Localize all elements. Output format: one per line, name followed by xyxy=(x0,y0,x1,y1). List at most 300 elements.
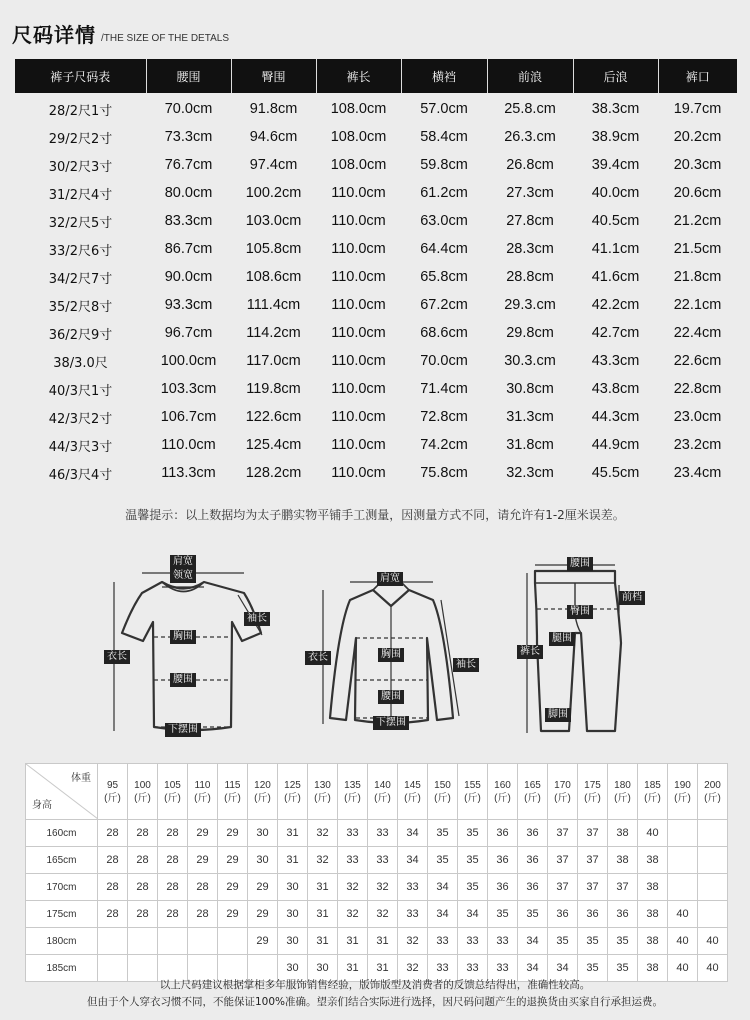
recommended-size-cell xyxy=(668,874,698,901)
recommended-size-cell xyxy=(128,928,158,955)
size-row xyxy=(15,375,737,403)
recommended-size-cell: 33 xyxy=(428,928,458,955)
weight-unit: (斤) xyxy=(584,792,601,804)
size-value-cell: 68.6cm xyxy=(420,325,468,341)
page-header xyxy=(12,18,229,48)
recommended-size-cell: 32 xyxy=(338,874,368,901)
recommended-size-cell: 32 xyxy=(368,874,398,901)
size-value-cell: 31.8cm xyxy=(506,437,554,453)
measurement-tip: 温馨提示：以上数据均为太子鹏实物平铺手工测量，因测量方式不同，请允许有1-2厘米误差。 xyxy=(125,508,625,522)
label-rise: 前档 xyxy=(619,591,645,605)
recommended-size-cell: 36 xyxy=(518,874,548,901)
size-value-cell: 27.8cm xyxy=(506,213,554,229)
recommended-size-cell: 35 xyxy=(458,847,488,874)
recommended-size-cell xyxy=(668,847,698,874)
size-col-header: 横裆 xyxy=(401,59,487,93)
size-value-cell: 65.8cm xyxy=(420,269,468,285)
height-label-cell: 160cm xyxy=(26,820,98,847)
recommended-size-cell: 28 xyxy=(128,901,158,928)
recommended-size-cell: 28 xyxy=(128,847,158,874)
recommended-size-cell: 33 xyxy=(488,928,518,955)
size-value-cell: 96.7cm xyxy=(164,325,213,341)
weight-unit: (斤) xyxy=(134,792,151,804)
recommended-size-cell xyxy=(158,928,188,955)
size-value-cell: 21.8cm xyxy=(673,269,722,285)
size-value-cell: 108.0cm xyxy=(330,101,387,117)
recommended-size-cell: 37 xyxy=(578,874,608,901)
recommended-size-cell: 36 xyxy=(488,874,518,901)
size-value-cell: 61.2cm xyxy=(420,185,468,201)
weight-header-cell xyxy=(458,764,488,820)
recommended-size-cell: 29 xyxy=(188,847,218,874)
size-value-cell: 111.4cm xyxy=(246,297,301,313)
size-value-cell: 30.8cm xyxy=(506,381,554,397)
weight-header-cell xyxy=(488,764,518,820)
weight-header-cell xyxy=(368,764,398,820)
size-value-cell: 97.4cm xyxy=(249,157,298,173)
recommended-size-cell xyxy=(698,820,728,847)
recommended-size-cell: 29 xyxy=(188,820,218,847)
recommended-size-cell: 32 xyxy=(398,928,428,955)
recommended-size-cell: 32 xyxy=(308,820,338,847)
recommended-size-cell: 31 xyxy=(278,820,308,847)
size-value-cell: 25.8.cm xyxy=(504,101,556,117)
recommended-size-cell: 28 xyxy=(188,874,218,901)
size-value-cell: 83.3cm xyxy=(164,213,213,229)
weight-value: 185 xyxy=(644,779,661,791)
size-value-cell: 94.6cm xyxy=(249,129,298,145)
weight-value: 135 xyxy=(344,779,361,791)
size-label-cell: 32/2尺5寸 xyxy=(48,215,113,231)
recommended-size-cell: 28 xyxy=(128,874,158,901)
size-value-cell: 40.0cm xyxy=(591,185,640,201)
recommended-size-cell: 40 xyxy=(698,928,728,955)
size-col-header: 前浪 xyxy=(487,59,573,93)
weight-unit: (斤) xyxy=(164,792,181,804)
size-label-cell: 30/2尺3寸 xyxy=(48,159,113,175)
recommended-size-cell: 33 xyxy=(458,955,488,982)
label-leg-opening: 脚围 xyxy=(545,708,571,722)
size-value-cell: 110.0cm xyxy=(331,297,386,313)
recommended-size-cell xyxy=(698,901,728,928)
size-value-cell: 22.8cm xyxy=(673,381,722,397)
recommended-size-cell: 40 xyxy=(698,955,728,982)
recommended-size-cell: 30 xyxy=(248,847,278,874)
size-value-cell: 22.1cm xyxy=(673,297,722,313)
recommended-size-cell: 38 xyxy=(638,847,668,874)
size-value-cell: 108.0cm xyxy=(330,129,387,145)
size-value-cell: 38.3cm xyxy=(591,101,640,117)
weight-value: 190 xyxy=(674,779,691,791)
weight-header-cell xyxy=(608,764,638,820)
size-label-cell: 40/3尺1寸 xyxy=(48,383,113,399)
size-value-cell: 22.4cm xyxy=(673,325,722,341)
weight-value: 150 xyxy=(434,779,451,791)
size-row xyxy=(15,291,737,319)
size-value-cell: 119.8cm xyxy=(246,381,301,397)
recommended-size-cell: 29 xyxy=(218,874,248,901)
label-collar: 领宽 xyxy=(170,569,196,583)
recommended-size-cell: 30 xyxy=(278,901,308,928)
size-value-cell: 41.6cm xyxy=(591,269,640,285)
size-value-cell: 27.3cm xyxy=(506,185,554,201)
size-value-cell: 100.2cm xyxy=(245,185,302,201)
label-shoulder: 肩宽 xyxy=(377,572,403,586)
weight-unit: (斤) xyxy=(254,792,271,804)
recommended-size-cell: 33 xyxy=(338,847,368,874)
size-value-cell: 57.0cm xyxy=(420,101,468,117)
height-label-cell: 180cm xyxy=(26,928,98,955)
weight-unit: (斤) xyxy=(314,792,331,804)
size-value-cell: 43.8cm xyxy=(591,381,640,397)
label-waist: 腰围 xyxy=(567,557,593,571)
recommended-size-cell: 29 xyxy=(248,928,278,955)
size-value-cell: 31.3cm xyxy=(506,409,554,425)
size-value-cell: 20.2cm xyxy=(673,129,722,145)
height-axis-label: 身高 xyxy=(32,800,52,811)
weight-axis-label: 体重 xyxy=(71,773,91,784)
recommended-size-cell: 29 xyxy=(248,901,278,928)
note-line-2: 但由于个人穿衣习惯不同，不能保证100%准确。望亲们结合实际进行选择，因尺码问题产生的退换货由买家自行承担运费。 xyxy=(86,996,664,1008)
weight-header-cell xyxy=(218,764,248,820)
size-value-cell: 32.3cm xyxy=(506,465,554,481)
size-value-cell: 103.3cm xyxy=(160,381,217,397)
weight-header-cell xyxy=(278,764,308,820)
recommended-size-cell: 40 xyxy=(668,928,698,955)
weight-unit: (斤) xyxy=(194,792,211,804)
size-value-cell: 45.5cm xyxy=(591,465,640,481)
recommended-size-cell: 35 xyxy=(428,847,458,874)
recommended-size-cell: 32 xyxy=(368,901,398,928)
weight-unit: (斤) xyxy=(434,792,451,804)
weight-value: 125 xyxy=(284,779,301,791)
weight-value: 175 xyxy=(584,779,601,791)
recommended-size-cell: 36 xyxy=(518,847,548,874)
label-hem: 下摆围 xyxy=(373,716,409,730)
recommended-size-cell: 34 xyxy=(428,901,458,928)
size-value-cell: 91.8cm xyxy=(249,101,298,117)
height-label-cell: 185cm xyxy=(26,955,98,982)
weight-value: 140 xyxy=(374,779,391,791)
size-value-cell: 86.7cm xyxy=(164,241,213,257)
size-value-cell: 23.4cm xyxy=(673,465,722,481)
size-value-cell: 21.2cm xyxy=(673,213,722,229)
label-waist: 腰围 xyxy=(378,690,404,704)
weight-height-chart xyxy=(25,763,728,982)
recommended-size-cell: 37 xyxy=(548,847,578,874)
recommended-size-cell: 37 xyxy=(578,847,608,874)
size-row xyxy=(15,235,737,263)
size-value-cell: 20.6cm xyxy=(673,185,722,201)
label-length: 衣长 xyxy=(305,651,331,665)
weight-header-cell xyxy=(98,764,128,820)
size-value-cell: 29.8cm xyxy=(506,325,554,341)
size-value-cell: 110.0cm xyxy=(331,213,386,229)
size-value-cell: 110.0cm xyxy=(161,437,216,453)
page-title: 尺码详情 xyxy=(12,23,96,47)
size-row xyxy=(15,459,737,487)
recommended-size-cell: 32 xyxy=(398,955,428,982)
weight-unit: (斤) xyxy=(704,792,721,804)
size-col-header: 臀围 xyxy=(231,59,316,93)
size-label-cell: 31/2尺4寸 xyxy=(48,187,113,203)
label-length: 裤长 xyxy=(517,645,543,659)
size-value-cell: 59.8cm xyxy=(420,157,468,173)
recommended-size-cell: 40 xyxy=(668,901,698,928)
size-value-cell: 76.7cm xyxy=(164,157,213,173)
recommended-size-cell: 38 xyxy=(638,928,668,955)
height-row xyxy=(26,901,728,928)
recommended-size-cell xyxy=(218,928,248,955)
size-value-cell: 125.4cm xyxy=(245,437,302,453)
size-value-cell: 110.0cm xyxy=(331,269,386,285)
height-label-cell: 165cm xyxy=(26,847,98,874)
recommended-size-cell: 30 xyxy=(248,820,278,847)
height-row xyxy=(26,928,728,955)
recommended-size-cell: 33 xyxy=(458,928,488,955)
recommended-size-cell: 29 xyxy=(218,901,248,928)
size-value-cell: 110.0cm xyxy=(331,325,386,341)
recommended-size-cell: 34 xyxy=(398,820,428,847)
weight-unit: (斤) xyxy=(524,792,541,804)
recommended-size-cell: 35 xyxy=(488,901,518,928)
size-value-cell: 105.8cm xyxy=(245,241,302,257)
recommended-size-cell: 31 xyxy=(308,874,338,901)
recommended-size-cell: 32 xyxy=(338,901,368,928)
weight-unit: (斤) xyxy=(644,792,661,804)
size-value-cell: 23.0cm xyxy=(673,409,722,425)
size-value-cell: 44.9cm xyxy=(591,437,640,453)
size-label-cell: 38/3.0尺 xyxy=(53,355,108,371)
size-value-cell: 26.3.cm xyxy=(504,129,556,145)
size-value-cell: 42.2cm xyxy=(591,297,640,313)
recommended-size-cell: 28 xyxy=(188,901,218,928)
weight-unit: (斤) xyxy=(554,792,571,804)
weight-value: 115 xyxy=(224,779,241,791)
size-value-cell: 100.0cm xyxy=(160,353,217,369)
size-value-cell: 110.0cm xyxy=(331,465,386,481)
size-label-cell: 34/2尺7寸 xyxy=(48,271,113,287)
recommended-size-cell: 28 xyxy=(158,901,188,928)
weight-unit: (斤) xyxy=(404,792,421,804)
size-value-cell: 64.4cm xyxy=(420,241,468,257)
size-row xyxy=(15,263,737,291)
recommended-size-cell: 35 xyxy=(608,928,638,955)
size-value-cell: 114.2cm xyxy=(246,325,301,341)
size-value-cell: 110.0cm xyxy=(331,353,386,369)
size-value-cell: 38.9cm xyxy=(591,129,640,145)
recommended-size-cell: 30 xyxy=(308,955,338,982)
size-row xyxy=(15,431,737,459)
size-value-cell: 39.4cm xyxy=(591,157,640,173)
size-value-cell: 23.2cm xyxy=(673,437,722,453)
size-value-cell: 44.3cm xyxy=(591,409,640,425)
size-value-cell: 67.2cm xyxy=(420,297,468,313)
weight-unit: (斤) xyxy=(674,792,691,804)
weight-value: 130 xyxy=(314,779,331,791)
weight-unit: (斤) xyxy=(224,792,241,804)
size-row xyxy=(15,207,737,235)
size-value-cell: 20.3cm xyxy=(673,157,722,173)
size-value-cell: 42.7cm xyxy=(591,325,640,341)
size-value-cell: 58.4cm xyxy=(420,129,468,145)
note-line-1: 以上尺码建议根据掌柜多年服饰销售经验，版饰版型及消费者的反馈总结得出，准确性较高。 xyxy=(159,979,591,991)
size-value-cell: 108.0cm xyxy=(330,157,387,173)
size-value-cell: 41.1cm xyxy=(591,241,640,257)
recommended-size-cell: 38 xyxy=(638,901,668,928)
size-value-cell: 110.0cm xyxy=(331,409,386,425)
size-value-cell: 113.3cm xyxy=(161,465,216,481)
size-value-cell: 110.0cm xyxy=(331,381,386,397)
recommended-size-cell: 28 xyxy=(158,847,188,874)
size-label-cell: 44/3尺3寸 xyxy=(48,439,113,455)
recommended-size-cell: 31 xyxy=(308,901,338,928)
size-value-cell: 22.6cm xyxy=(673,353,722,369)
recommended-size-cell: 30 xyxy=(278,955,308,982)
recommended-size-cell: 37 xyxy=(548,820,578,847)
size-value-cell: 74.2cm xyxy=(420,437,468,453)
recommended-size-cell: 36 xyxy=(518,820,548,847)
size-value-cell: 73.3cm xyxy=(164,129,213,145)
size-value-cell: 110.0cm xyxy=(331,241,386,257)
tshirt-diagram xyxy=(104,549,284,744)
size-col-header: 裤长 xyxy=(316,59,401,93)
recommended-size-cell: 35 xyxy=(428,820,458,847)
recommended-size-cell: 31 xyxy=(278,847,308,874)
recommended-size-cell xyxy=(98,928,128,955)
recommended-size-cell: 28 xyxy=(158,820,188,847)
recommended-size-cell: 36 xyxy=(488,820,518,847)
recommended-size-cell: 35 xyxy=(608,955,638,982)
size-value-cell: 29.3.cm xyxy=(504,297,556,313)
weight-height-table xyxy=(25,763,728,982)
size-value-cell: 93.3cm xyxy=(164,297,213,313)
recommended-size-cell: 33 xyxy=(428,955,458,982)
recommended-size-cell: 34 xyxy=(458,901,488,928)
recommended-size-cell: 32 xyxy=(308,847,338,874)
size-col-header: 腰围 xyxy=(146,59,231,93)
size-row xyxy=(15,347,737,375)
label-length: 衣长 xyxy=(104,650,130,664)
size-value-cell: 43.3cm xyxy=(591,353,640,369)
recommended-size-cell: 35 xyxy=(548,928,578,955)
corner-cell xyxy=(26,764,98,820)
size-value-cell: 108.6cm xyxy=(245,269,302,285)
weight-header-cell xyxy=(698,764,728,820)
weight-value: 120 xyxy=(254,779,271,791)
recommended-size-cell: 34 xyxy=(398,847,428,874)
weight-unit: (斤) xyxy=(494,792,511,804)
recommended-size-cell: 31 xyxy=(338,955,368,982)
weight-header-cell xyxy=(308,764,338,820)
size-value-cell: 110.0cm xyxy=(331,437,386,453)
weight-header-cell xyxy=(128,764,158,820)
recommended-size-cell: 37 xyxy=(608,874,638,901)
size-value-cell: 28.3cm xyxy=(506,241,554,257)
weight-unit: (斤) xyxy=(464,792,481,804)
weight-value: 155 xyxy=(464,779,481,791)
size-label-cell: 35/2尺8寸 xyxy=(48,299,113,315)
size-value-cell: 90.0cm xyxy=(164,269,213,285)
label-waist: 腰围 xyxy=(170,673,196,687)
recommended-size-cell: 36 xyxy=(578,901,608,928)
pants-diagram xyxy=(515,553,655,738)
height-row xyxy=(26,820,728,847)
size-table xyxy=(15,59,737,487)
recommended-size-cell: 36 xyxy=(608,901,638,928)
recommended-size-cell: 35 xyxy=(578,928,608,955)
size-value-cell: 128.2cm xyxy=(245,465,302,481)
size-label-cell: 28/2尺1寸 xyxy=(48,103,113,119)
weight-header-row xyxy=(26,764,728,820)
recommended-size-cell: 31 xyxy=(368,928,398,955)
weight-value: 180 xyxy=(614,779,631,791)
height-row xyxy=(26,847,728,874)
label-hem: 下摆围 xyxy=(165,723,201,737)
weight-header-cell xyxy=(668,764,698,820)
size-value-cell: 75.8cm xyxy=(420,465,468,481)
recommended-size-cell: 35 xyxy=(578,955,608,982)
size-label-cell: 33/2尺6寸 xyxy=(48,243,113,259)
recommended-size-cell: 36 xyxy=(488,847,518,874)
label-sleeve: 袖长 xyxy=(244,612,270,626)
weight-value: 95 xyxy=(106,779,119,791)
size-col-header: 后浪 xyxy=(573,59,658,93)
label-sleeve: 袖长 xyxy=(453,658,479,672)
size-value-cell: 80.0cm xyxy=(164,185,213,201)
weight-header-cell xyxy=(428,764,458,820)
recommended-size-cell: 34 xyxy=(518,955,548,982)
recommended-size-cell: 37 xyxy=(548,874,578,901)
recommended-size-cell: 34 xyxy=(518,928,548,955)
weight-value: 170 xyxy=(554,779,571,791)
recommended-size-cell xyxy=(668,820,698,847)
recommended-size-cell: 33 xyxy=(398,874,428,901)
size-value-cell: 40.5cm xyxy=(591,213,640,229)
recommended-size-cell: 36 xyxy=(548,901,578,928)
weight-value: 200 xyxy=(704,779,721,791)
size-col-header: 裤口 xyxy=(658,59,737,93)
recommended-size-cell xyxy=(698,847,728,874)
size-row xyxy=(15,179,737,207)
size-table-header xyxy=(15,59,737,93)
weight-header-cell xyxy=(638,764,668,820)
weight-unit: (斤) xyxy=(344,792,361,804)
recommended-size-cell: 31 xyxy=(368,955,398,982)
recommended-size-cell: 29 xyxy=(248,874,278,901)
recommended-size-cell: 29 xyxy=(218,820,248,847)
label-hip: 臀围 xyxy=(567,605,593,619)
size-value-cell: 122.6cm xyxy=(245,409,302,425)
recommended-size-cell: 35 xyxy=(458,874,488,901)
recommended-size-cell: 34 xyxy=(548,955,578,982)
shirt-diagram xyxy=(303,568,483,738)
recommended-size-cell: 33 xyxy=(488,955,518,982)
weight-unit: (斤) xyxy=(614,792,631,804)
weight-unit: (斤) xyxy=(374,792,391,804)
weight-header-cell xyxy=(158,764,188,820)
recommended-size-cell: 34 xyxy=(428,874,458,901)
size-row xyxy=(15,123,737,151)
size-row xyxy=(15,151,737,179)
recommended-size-cell: 28 xyxy=(98,847,128,874)
size-value-cell: 63.0cm xyxy=(420,213,468,229)
weight-header-cell xyxy=(188,764,218,820)
recommended-size-cell: 35 xyxy=(518,901,548,928)
recommended-size-cell: 30 xyxy=(278,874,308,901)
recommended-size-cell: 29 xyxy=(218,847,248,874)
height-label-cell: 175cm xyxy=(26,901,98,928)
